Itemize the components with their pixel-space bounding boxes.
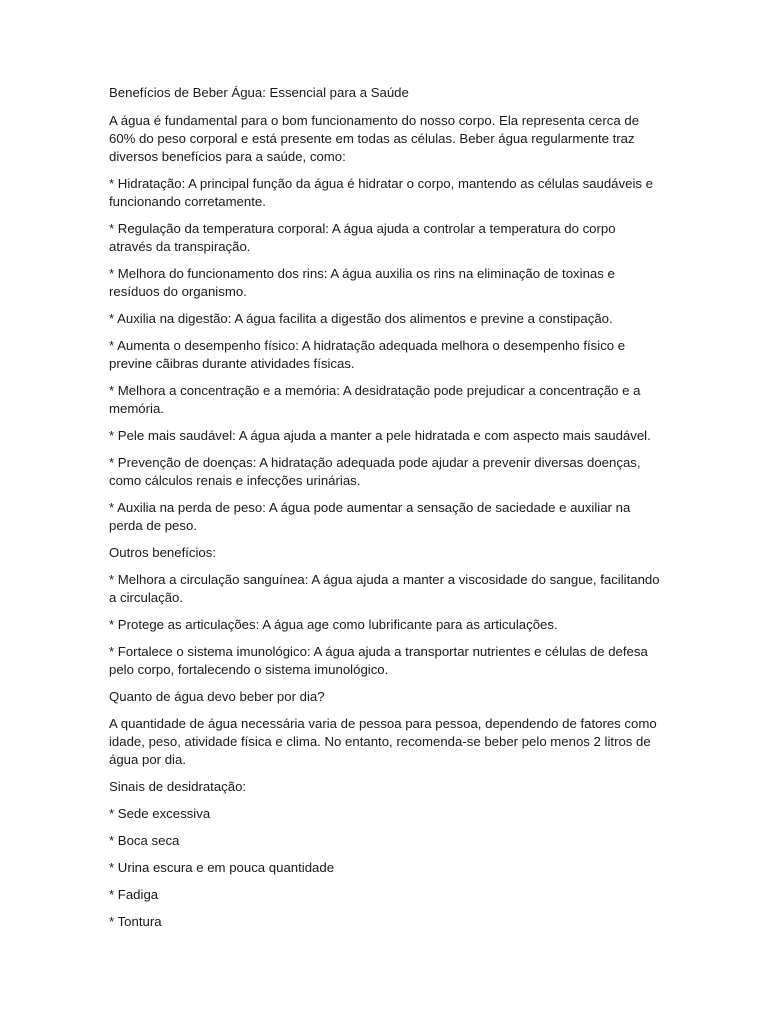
benefit-item: * Aumenta o desempenho físico: A hidratação adequada melhora o desempenho físico e previne cãibras durante atividades físicas. xyxy=(109,338,626,371)
benefit-item: * Auxilia na digestão: A água facilita a digestão dos alimentos e previne a constipação. xyxy=(109,311,613,326)
benefit-item: * Melhora a concentração e a memória: A desidratação pode prejudicar a concentração e a memória. xyxy=(109,383,641,416)
other-benefit-item: * Fortalece o sistema imunológico: A água ajuda a transportar nutrientes e células de defesa pelo corpo, fortalecendo o sistema imunológico. xyxy=(109,644,648,677)
intro-paragraph: A água é fundamental para o bom funcionamento do nosso corpo. Ela representa cerca de 60% do peso corporal e está presente em todas as células. Beber água regularmente traz diversos benefícios para a saúde, como: xyxy=(109,113,640,164)
dehydration-sign-item: * Tontura xyxy=(109,914,162,929)
document-title: Benefícios de Beber Água: Essencial para a Saúde xyxy=(109,85,409,100)
benefit-item: * Regulação da temperatura corporal: A água ajuda a controlar a temperatura do corpo através da transpiração. xyxy=(109,221,616,254)
benefit-item: * Prevenção de doenças: A hidratação adequada pode ajudar a prevenir diversas doenças, como cálculos renais e infecções urinárias. xyxy=(109,455,641,488)
dehydration-sign-item: * Boca seca xyxy=(109,833,180,848)
water-intake-paragraph: A quantidade de água necessária varia de pessoa para pessoa, dependendo de fatores como idade, peso, atividade física e clima. No entanto, recomenda-se beber pelo menos 2 litros de água por dia. xyxy=(109,716,657,767)
benefit-item: * Melhora do funcionamento dos rins: A água auxilia os rins na eliminação de toxinas e resíduos do organismo. xyxy=(109,266,615,299)
benefit-item: * Hidratação: A principal função da água é hidratar o corpo, mantendo as células saudáveis e funcionando corretamente. xyxy=(109,176,653,209)
other-benefits-heading: Outros benefícios: xyxy=(109,545,217,560)
dehydration-signs-heading: Sinais de desidratação: xyxy=(109,779,247,794)
dehydration-sign-item: * Urina escura e em pouca quantidade xyxy=(109,860,335,875)
benefit-item: * Auxilia na perda de peso: A água pode aumentar a sensação de saciedade e auxiliar na perda de peso. xyxy=(109,500,631,533)
dehydration-sign-item: * Sede excessiva xyxy=(109,806,211,821)
benefit-item: * Pele mais saudável: A água ajuda a manter a pele hidratada e com aspecto mais saudável. xyxy=(109,428,651,443)
document-body xyxy=(109,84,661,940)
other-benefit-item: * Protege as articulações: A água age como lubrificante para as articulações. xyxy=(109,617,558,632)
dehydration-sign-item: * Fadiga xyxy=(109,887,159,902)
other-benefit-item: * Melhora a circulação sanguínea: A água ajuda a manter a viscosidade do sangue, facilitando a circulação. xyxy=(109,572,660,605)
water-intake-heading: Quanto de água devo beber por dia? xyxy=(109,689,325,704)
